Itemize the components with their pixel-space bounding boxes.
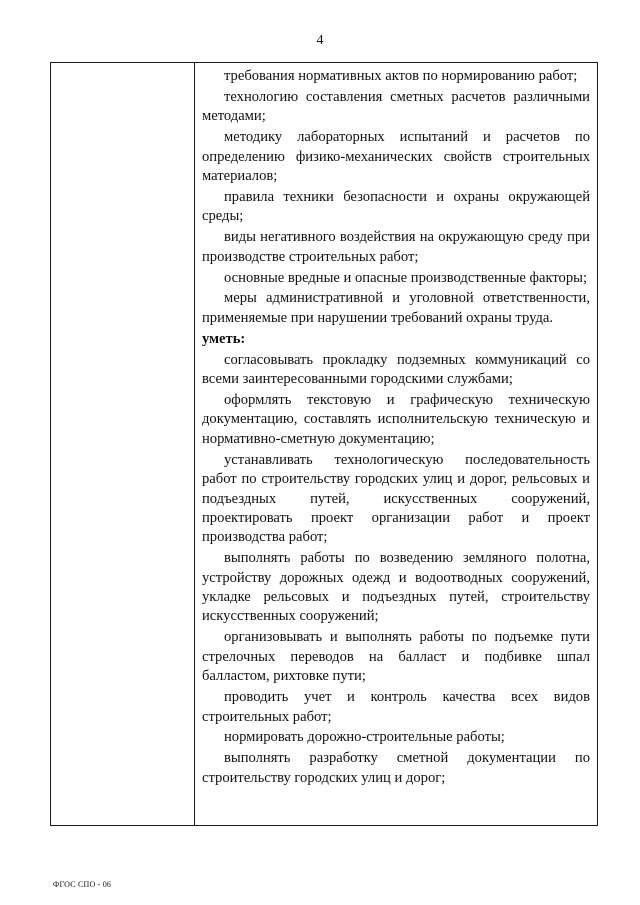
list-item: выполнять работы по возведению земляного полотна, устройству дорожных одежд и водоотводных сооружений, укладке рельсовых и подъездных путей, строительству искусственных сооружений; xyxy=(202,550,590,625)
list-item: технологию составления сметных расчетов различными методами; xyxy=(202,88,590,125)
list-item: организовывать и выполнять работы по подъемке пути стрелочных переводов на балласт и подбивке шпал балластом, рихтовке пути; xyxy=(202,629,590,685)
list-item: устанавливать технологическую последовательность работ по строительству городских улиц и дорог, рельсовых и подъездных путей, искусственных сооружений, проектировать проект организации работ и проект производства работ; xyxy=(202,451,590,546)
list-item: выполнять разработку сметной документации по строительству городских улиц и дорог; xyxy=(202,750,590,786)
list-item: согласовывать прокладку подземных коммуникаций со всеми заинтересованными городскими службами; xyxy=(202,351,590,388)
list-item: правила техники безопасности и охраны окружающей среды; xyxy=(202,188,590,225)
list-item: требования нормативных актов по нормированию работ; xyxy=(224,68,578,84)
standards-table xyxy=(50,62,598,826)
list-item: основные вредные и опасные производственные факторы; xyxy=(224,269,588,286)
list-item: нормировать дорожно-строительные работы; xyxy=(224,729,505,746)
list-item: оформлять текстовую и графическую техническую документацию, составлять исполнительскую техническую и нормативно-сметную документацию; xyxy=(202,392,590,447)
section-heading-skills: уметь: xyxy=(202,330,246,347)
column-divider xyxy=(194,63,195,825)
list-item: методику лабораторных испытаний и расчетов по определению физико-механических свойств строительных материалов; xyxy=(202,129,590,185)
list-item: проводить учет и контроль качества всех видов строительных работ; xyxy=(202,689,590,725)
list-item: меры административной и уголовной ответственности, применяемые при нарушении требований охраны труда. xyxy=(202,290,590,326)
table-content-cell xyxy=(202,67,590,790)
footer-code: ФГОС СПО - 06 xyxy=(53,880,112,889)
page-number: 4 xyxy=(316,33,324,48)
list-item: виды негативного воздействия на окружающую среду при производстве строительных работ; xyxy=(202,229,590,265)
